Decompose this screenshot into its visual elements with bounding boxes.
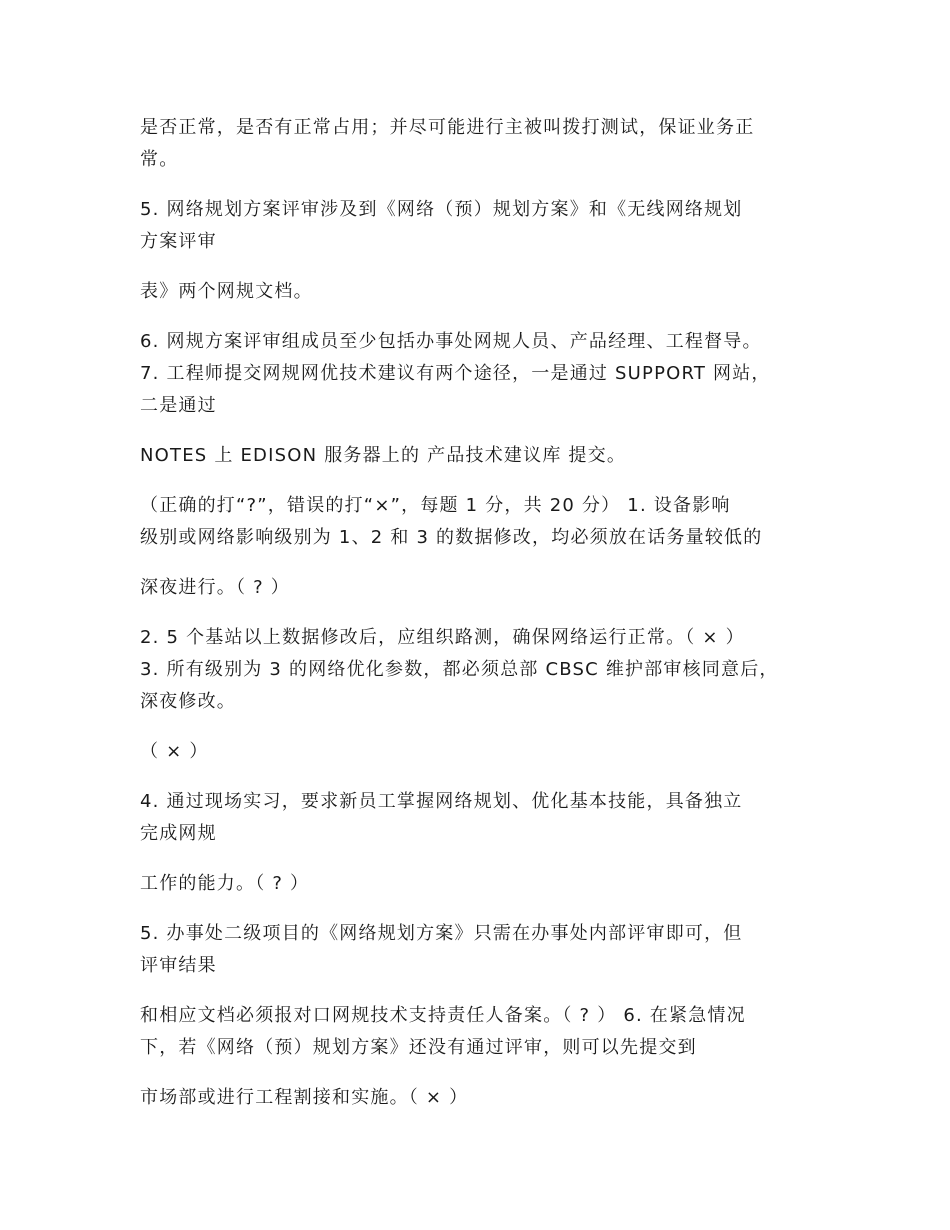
text-line: （正确的打“?”，错误的打“×”，每题 1 分，共 20 分） 1. 设备影响: [140, 495, 731, 516]
text-line: 常。: [140, 149, 179, 170]
text-line: 深夜修改。: [140, 691, 236, 712]
text-line: 是否正常，是否有正常占用；并尽可能进行主被叫拨打测试，保证业务正: [140, 117, 755, 138]
paragraph-12: [140, 918, 830, 982]
text-line: 5. 网络规划方案评审涉及到《网络（预）规划方案》和《无线网络规划: [140, 199, 743, 220]
text-line: 3. 所有级别为 3 的网络优化参数，都必须总部 CBSC 维护部审核同意后，: [140, 659, 779, 680]
paragraph-9: [140, 736, 830, 768]
text-line: 和相应文档必须报对口网规技术支持责任人备案。（ ? ） 6. 在紧急情况: [140, 1005, 746, 1026]
paragraph-3: [140, 276, 830, 308]
text-line: 工作的能力。（ ? ）: [140, 873, 310, 894]
paragraph-11: [140, 868, 830, 900]
paragraph-7: [140, 572, 830, 604]
paragraph-1: [140, 112, 830, 176]
text-line: （ × ）: [140, 741, 209, 762]
paragraph-8: [140, 622, 830, 718]
text-line: 6. 网规方案评审组成员至少包括办事处网规人员、产品经理、工程督导。: [140, 331, 762, 352]
text-line: 深夜进行。（ ? ）: [140, 577, 290, 598]
text-line: 表》两个网规文档。: [140, 281, 313, 302]
text-line: 级别或网络影响级别为 1、2 和 3 的数据修改，均必须放在话务量较低的: [140, 527, 763, 548]
text-line: 下，若《网络（预）规划方案》还没有通过评审，则可以先提交到: [140, 1037, 697, 1058]
text-line: 二是通过: [140, 395, 217, 416]
paragraph-14: [140, 1082, 830, 1114]
paragraph-4: [140, 326, 830, 422]
text-line: 评审结果: [140, 955, 217, 976]
paragraph-10: [140, 786, 830, 850]
text-line: 方案评审: [140, 231, 217, 252]
document-body: [140, 112, 830, 1114]
paragraph-5: [140, 440, 830, 472]
text-line: 7. 工程师提交网规网优技术建议有两个途径，一是通过 SUPPORT 网站，: [140, 363, 771, 384]
text-line: NOTES 上 EDISON 服务器上的 产品技术建议库 提交。: [140, 445, 627, 466]
paragraph-6: [140, 490, 830, 554]
paragraph-2: [140, 194, 830, 258]
text-line: 市场部或进行工程割接和实施。（ × ）: [140, 1087, 469, 1108]
text-line: 2. 5 个基站以上数据修改后，应组织路测，确保网络运行正常。（ × ）: [140, 627, 745, 648]
text-line: 5. 办事处二级项目的《网络规划方案》只需在办事处内部评审即可，但: [140, 923, 743, 944]
text-line: 4. 通过现场实习，要求新员工掌握网络规划、优化基本技能，具备独立: [140, 791, 743, 812]
text-line: 完成网规: [140, 823, 217, 844]
paragraph-13: [140, 1000, 830, 1064]
